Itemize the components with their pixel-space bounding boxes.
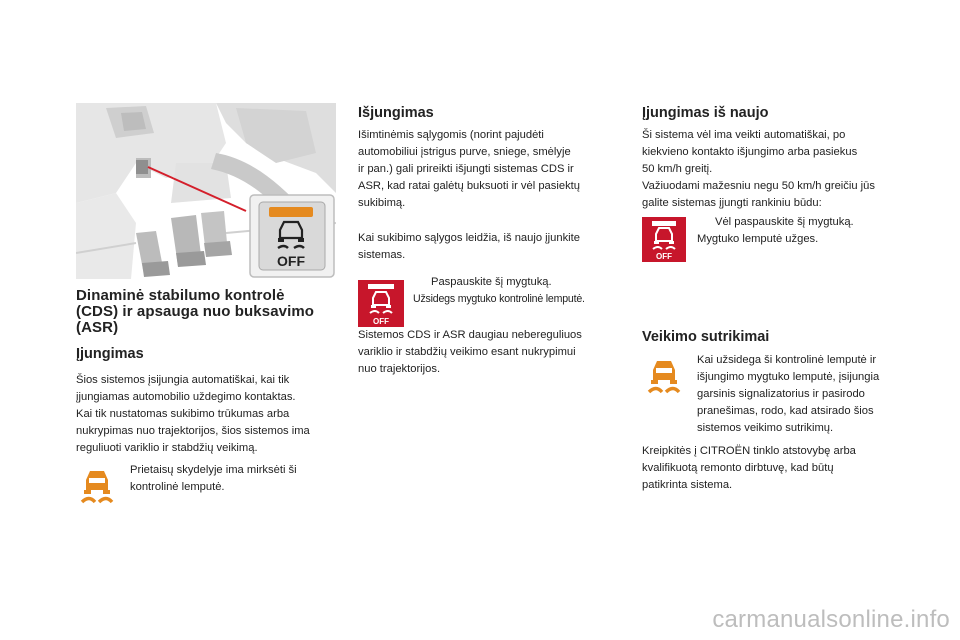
text-line: Važiuodami mažesniu negu 50 km/h greičiu jūs [642, 180, 875, 192]
text-line: sistemas. [358, 249, 406, 261]
ijungimas-paragraph [76, 372, 351, 457]
section-title-line: Dinaminė stabilumo kontrolė [76, 287, 285, 304]
text-line: variklio ir stabdžių veikimo esant nukrypimui [358, 346, 576, 358]
esp-off-button-icon [642, 217, 686, 262]
fault-paragraph [697, 352, 917, 437]
lamp-note [130, 462, 350, 496]
text-line: Kai tik nustatomas sukibimo trūkumas arba [76, 408, 290, 420]
skid-warning-icon [80, 468, 114, 506]
is-naujo-paragraph [642, 127, 912, 212]
text-line: išjungimo mygtuko lemputė, įsijungia [697, 371, 880, 383]
section-title-line: (ASR) [76, 319, 119, 336]
isjungimas-paragraph-1 [358, 127, 628, 212]
text-line: automobiliui įstrigus purve, sniege, smėlyje [358, 146, 571, 158]
isjungimas-step [413, 274, 628, 308]
section-title-line: (CDS) ir apsauga nuo buksavimo [76, 303, 315, 320]
text-line: Kreipkitės į CITROËN tinklo atstovybę arba [642, 445, 856, 457]
dashboard-illustration [76, 103, 336, 279]
text-line: sukibimą. [358, 197, 406, 209]
skid-warning-icon [647, 358, 681, 396]
heading-isjungimas: Išjungimas [358, 105, 434, 121]
off-label: OFF [373, 317, 389, 326]
text-line: nukrypimas nuo trajektorijos, šios sistemos ima [76, 425, 310, 437]
section-title-cds-asr [76, 288, 346, 336]
watermark: carmanualsonline.info [712, 606, 950, 633]
step-result: Mygtuko lemputė užges. [697, 233, 819, 245]
text-line: Kai užsidega ši kontrolinė lemputė ir [697, 354, 877, 366]
isjungimas-paragraph-3 [358, 327, 628, 378]
text-line: garsinis signalizatorius ir pasirodo [697, 388, 865, 400]
contact-paragraph [642, 443, 912, 494]
heading-ijungimas-is-naujo: Įjungimas iš naujo [642, 105, 769, 121]
esp-off-button-icon [358, 280, 404, 327]
text-line: galite sistemas įjungti rankiniu būdu: [642, 197, 822, 209]
text-line: Prietaisų skydelyje ima mirksėti ši [130, 464, 297, 476]
heading-ijungimas: Įjungimas [76, 346, 144, 362]
text-line: pranešimas, rodo, kad atsirado šios [697, 405, 874, 417]
step-result: Užsidegs mygtuko kontrolinė lemputė. [413, 293, 585, 305]
dashboard-illustration-svg [76, 103, 336, 279]
off-label: OFF [656, 252, 672, 261]
text-line: kiekvieno kontakto išjungimo arba pasiekus [642, 146, 858, 158]
text-line: Išimtinėmis sąlygomis (norint pajudėti [358, 129, 544, 141]
text-line: sistemos veikimo sutrikimų. [697, 422, 834, 434]
text-line: Ši sistema vėl ima veikti automatiškai, po [642, 129, 846, 141]
text-line: ASR, kad ratai galėtų buksuoti ir vėl pasiektų [358, 180, 581, 192]
text-line: nuo trajektorijos. [358, 363, 441, 375]
illustration-off-label: OFF [277, 253, 305, 269]
is-naujo-step [697, 214, 917, 248]
text-line: ir pan.) gali prireikti išjungti sistemas CDS ir [358, 163, 574, 175]
text-line: kvalifikuotą remonto dirbtuvę, kad būtų [642, 462, 834, 474]
text-line: patikrinta sistema. [642, 479, 733, 491]
text-line: Sistemos CDS ir ASR daugiau nebereguliuos [358, 329, 582, 341]
text-line: Šios sistemos įsijungia automatiškai, kai tik [76, 374, 290, 386]
text-line: įjungiamas automobilio uždegimo kontaktas. [76, 391, 296, 403]
heading-veikimo-sutrikimai: Veikimo sutrikimai [642, 329, 770, 345]
text-line: Kai sukibimo sąlygos leidžia, iš naujo įjunkite [358, 232, 580, 244]
isjungimas-paragraph-2 [358, 230, 628, 264]
text-line: 50 km/h greitį. [642, 163, 713, 175]
step-text: Vėl paspauskite šį mygtuką. [715, 216, 854, 228]
text-line: kontrolinė lemputė. [130, 481, 225, 493]
step-text: Paspauskite šį mygtuką. [431, 276, 552, 288]
text-line: reguliuoti variklio ir stabdžių veikimą. [76, 442, 258, 454]
